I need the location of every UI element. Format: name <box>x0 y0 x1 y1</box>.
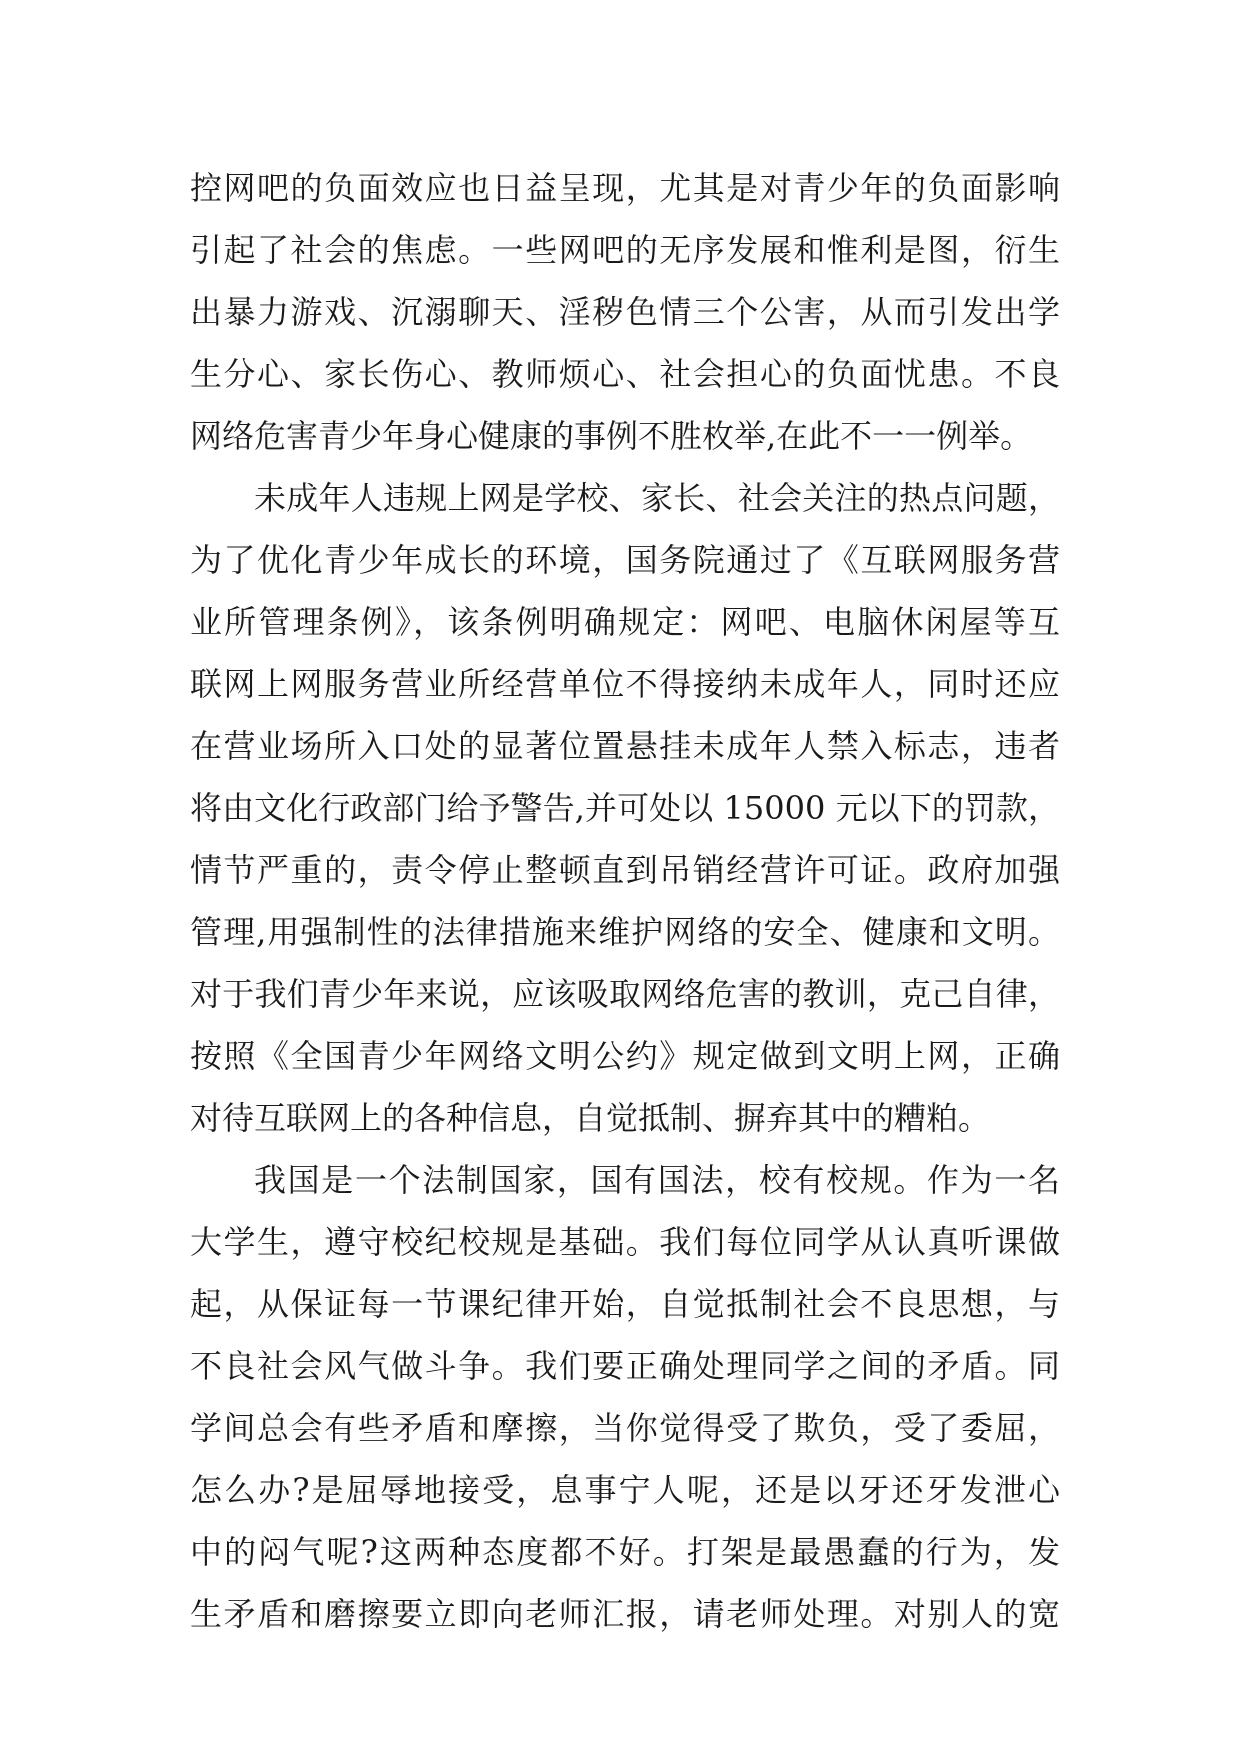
text-line: 生分心、家长伤心、教师烦心、社会担心的负面忧患。不良 <box>190 355 1060 393</box>
text-line: 网络危害青少年身心健康的事例不胜枚举,在此不一一例举。 <box>190 417 1033 455</box>
text-line: 对于我们青少年来说，应该吸取网络危害的教训，克己自律， <box>190 975 1060 1013</box>
paragraph-first-line: 我国是一个法制国家，国有国法，校有校规。作为一名 <box>254 1161 1060 1199</box>
text-line: 将由文化行政部门给予警告,并可处以 15000 元以下的罚款， <box>190 789 1060 827</box>
text-line: 管理,用强制性的法律措施来维护网络的安全、健康和文明。 <box>190 913 1060 951</box>
text-line: 情节严重的，责令停止整顿直到吊销经营许可证。政府加强 <box>190 851 1060 889</box>
text-line: 引起了社会的焦虑。一些网吧的无序发展和惟利是图，衍生 <box>190 231 1060 269</box>
text-line: 不良社会风气做斗争。我们要正确处理同学之间的矛盾。同 <box>190 1347 1060 1385</box>
text-line: 学间总会有些矛盾和摩擦，当你觉得受了欺负，受了委屈， <box>190 1409 1060 1447</box>
text-line: 出暴力游戏、沉溺聊天、淫秽色情三个公害，从而引发出学 <box>190 293 1060 331</box>
text-line: 起，从保证每一节课纪律开始，自觉抵制社会不良思想，与 <box>190 1285 1060 1323</box>
text-line: 生矛盾和磨擦要立即向老师汇报，请老师处理。对别人的宽 <box>190 1595 1060 1633</box>
text-line: 为了优化青少年成长的环境，国务院通过了《互联网服务营 <box>190 541 1060 579</box>
text-line: 在营业场所入口处的显著位置悬挂未成年人禁入标志，违者 <box>190 727 1060 765</box>
text-line: 业所管理条例》，该条例明确规定：网吧、电脑休闲屋等互 <box>190 603 1060 641</box>
text-line: 按照《全国青少年网络文明公约》规定做到文明上网，正确 <box>190 1037 1060 1075</box>
text-line: 中的闷气呢?这两种态度都不好。打架是最愚蠢的行为，发 <box>190 1533 1060 1571</box>
paragraph-first-line: 未成年人违规上网是学校、家长、社会关注的热点问题， <box>254 479 1060 517</box>
text-line: 对待互联网上的各种信息，自觉抵制、摒弃其中的糟粕。 <box>190 1099 991 1137</box>
text-line: 大学生，遵守校纪校规是基础。我们每位同学从认真听课做 <box>190 1223 1060 1261</box>
text-line: 怎么办?是屈辱地接受，息事宁人呢，还是以牙还牙发泄心 <box>190 1471 1060 1509</box>
text-line: 控网吧的负面效应也日益呈现，尤其是对青少年的负面影响 <box>190 169 1060 207</box>
body-text <box>190 157 1090 1645</box>
text-line: 联网上网服务营业所经营单位不得接纳未成年人，同时还应 <box>190 665 1060 703</box>
